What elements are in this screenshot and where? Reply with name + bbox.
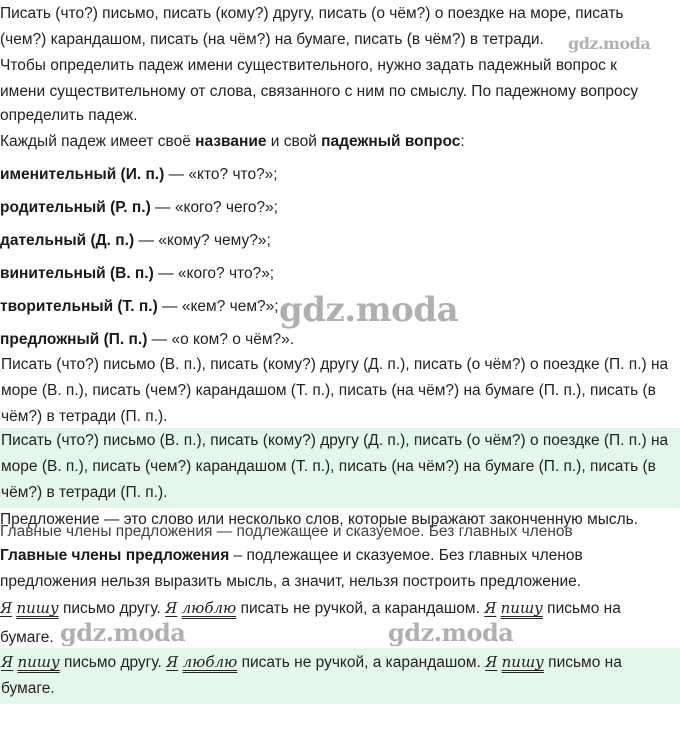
case-question: — «кому? чему?»; <box>134 232 271 249</box>
main-members-line-2: предложения нельзя выразить мысль, а значит, нельзя построить предложение. <box>0 573 582 590</box>
case-name: дательный (Д. п.) <box>0 232 135 249</box>
cut-off-text: Главные члены предложения — подлежащее и сказуемое. Без главных членов <box>0 523 573 540</box>
example-highlighted-line-1 <box>0 649 680 676</box>
watermark-medium-left: gdz.moda <box>60 618 186 647</box>
case-question: — «о ком? о чём?». <box>147 331 295 348</box>
case-question: — «кого? чего?»; <box>150 199 279 216</box>
explanation-line-2: имени существительному от слова, связанного с ним по смыслу. По падежному вопросу <box>0 83 639 100</box>
predicate: пишу <box>501 653 544 671</box>
case-question: — «кем? чем?»; <box>157 298 279 315</box>
example-text: писать не ручкой, а карандашом. <box>236 600 485 617</box>
answer-line: море (В. п.), писать (чем?) карандашом (Т. п.), писать (на чём?) на бумаге (П. п.), писать (в <box>1 382 656 399</box>
subject: Я <box>166 653 179 671</box>
answer-line: Писать (что?) письмо (В. п.), писать (кому?) другу (Д. п.), писать (о чём?) о поездке (П. п.) на <box>1 356 669 373</box>
case-name: предложный (П. п.) <box>0 331 148 348</box>
cut-off-line <box>0 523 680 540</box>
case-item-accusative <box>0 264 274 284</box>
example-text: письмо другу. <box>58 600 166 617</box>
subject: Я <box>484 599 497 617</box>
case-intro-bold-question: падежный вопрос <box>321 133 461 150</box>
case-item-genitive <box>0 198 278 218</box>
case-name: именительный (И. п.) <box>0 166 165 183</box>
example-plain-line-1 <box>0 598 621 619</box>
intro-line-1: Писать (что?) письмо, писать (кому?) другу, писать (о чём?) о поездке на море, писать <box>0 5 624 22</box>
case-intro-before: Каждый падеж имеет своё <box>0 133 196 150</box>
watermark-small: gdz.moda <box>568 34 651 53</box>
main-members-term: Главные члены предложения <box>0 547 230 564</box>
case-item-instrumental <box>0 297 279 317</box>
answer-line: чём?) в тетради (П. п.). <box>1 484 168 501</box>
case-name: творительный (Т. п.) <box>0 298 158 315</box>
case-intro-after: : <box>460 133 465 150</box>
case-intro-middle: и свой <box>266 133 322 150</box>
subject: Я <box>1 653 14 671</box>
main-members-rest: – подлежащее и сказуемое. Без главных членов <box>229 547 583 564</box>
watermark-large: gdz.moda <box>279 290 459 330</box>
answer-plain <box>0 352 680 430</box>
subject: Я <box>485 653 498 671</box>
answer-line: море (В. п.), писать (чем?) карандашом (Т. п.), писать (на чём?) на бумаге (П. п.), писать (в <box>1 458 656 475</box>
explanation-line-1: Чтобы определить падеж имени существительного, нужно задать падежный вопрос к <box>0 57 617 74</box>
example-plain-line-2: бумаге. <box>0 629 54 646</box>
predicate: пишу <box>500 599 543 617</box>
case-item-prepositional <box>0 330 294 350</box>
watermark-medium-right: gdz.moda <box>388 618 514 647</box>
answer-line: Писать (что?) письмо (В. п.), писать (кому?) другу (Д. п.), писать (о чём?) о поездке (П. п.) на <box>1 432 669 449</box>
example-text: писать не ручкой, а карандашом. <box>237 654 486 671</box>
example-text: письмо на <box>542 600 621 617</box>
case-name: винительный (В. п.) <box>0 265 154 282</box>
case-question: — «кого? что?»; <box>153 265 275 282</box>
case-name: родительный (Р. п.) <box>0 199 151 216</box>
answer-line: чём?) в тетради (П. п.). <box>1 408 168 425</box>
intro-line-2: (чем?) карандашом, писать (на чём?) на бумаге, писать (в чём?) в тетради. <box>0 31 544 48</box>
subject: Я <box>0 599 13 617</box>
example-text: письмо на <box>543 654 622 671</box>
case-question: — «кто? что?»; <box>164 166 278 183</box>
main-members-line-1 <box>0 546 583 566</box>
case-item-nominative <box>0 165 278 185</box>
predicate: люблю <box>181 599 237 617</box>
predicate: пишу <box>16 599 59 617</box>
predicate: пишу <box>17 653 60 671</box>
example-highlighted <box>0 648 680 704</box>
predicate: люблю <box>182 653 238 671</box>
example-highlighted-line-2: бумаге. <box>1 680 55 697</box>
sentence-definition: Предложение — это слово или несколько слов, которые выражают законченную мысль. <box>0 511 639 528</box>
explanation-line-3: определить падеж. <box>0 107 138 124</box>
case-intro-bold-name: название <box>195 133 267 150</box>
example-text: письмо другу. <box>59 654 167 671</box>
case-item-dative <box>0 231 271 251</box>
subject: Я <box>165 599 178 617</box>
case-intro <box>0 132 465 152</box>
answer-highlighted <box>0 428 680 508</box>
